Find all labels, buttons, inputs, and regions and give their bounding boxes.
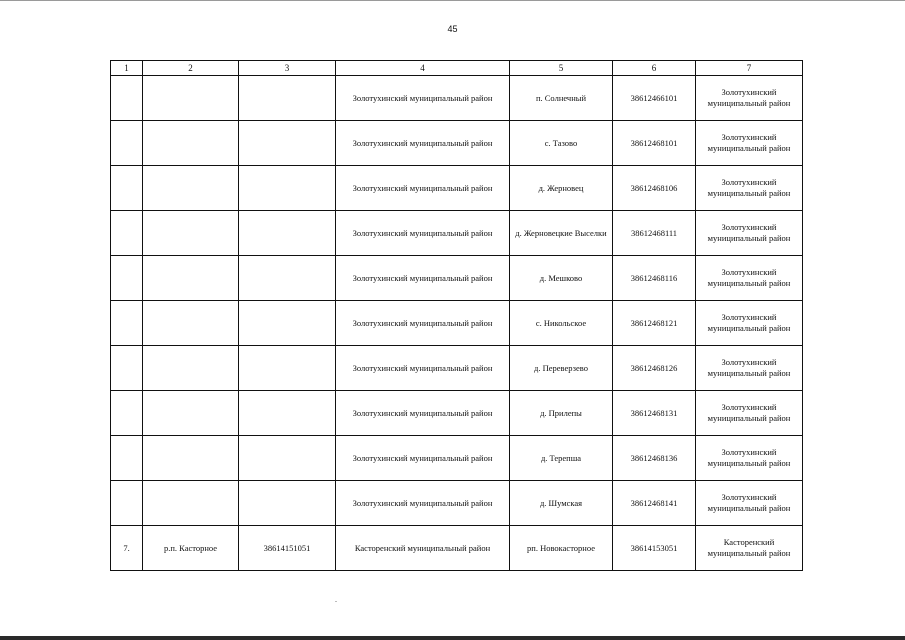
district-cell: Золотухинский муниципальный район	[336, 121, 510, 166]
oktmo-code-cell	[239, 121, 336, 166]
municipality-cell: Золотухинский муниципальный район	[696, 76, 803, 121]
table-row	[111, 211, 803, 256]
district-cell: Золотухинский муниципальный район	[336, 256, 510, 301]
table-row	[111, 436, 803, 481]
district-cell: Касторенский муниципальный район	[336, 526, 510, 571]
table-row	[111, 121, 803, 166]
district-cell: Золотухинский муниципальный район	[336, 76, 510, 121]
locality-code-cell: 38614153051	[613, 526, 696, 571]
row-number-cell	[111, 346, 143, 391]
column-header: 4	[336, 61, 510, 76]
district-cell: Золотухинский муниципальный район	[336, 391, 510, 436]
table-row	[111, 526, 803, 571]
locality-code-cell: 38612468121	[613, 301, 696, 346]
column-header: 2	[143, 61, 239, 76]
oktmo-code-cell	[239, 481, 336, 526]
oktmo-code-cell	[239, 166, 336, 211]
settlement-cell	[143, 256, 239, 301]
row-number-cell	[111, 481, 143, 526]
locality-cell: д. Жерновецкие Выселки	[510, 211, 613, 256]
municipality-cell: Золотухинский муниципальный район	[696, 346, 803, 391]
page-top-edge	[0, 0, 905, 1]
column-header: 5	[510, 61, 613, 76]
row-number-cell	[111, 76, 143, 121]
table-header-row	[111, 61, 803, 76]
settlement-cell	[143, 346, 239, 391]
locality-code-cell: 38612468111	[613, 211, 696, 256]
locality-code-cell: 38612468141	[613, 481, 696, 526]
settlement-cell	[143, 391, 239, 436]
oktmo-code-cell	[239, 346, 336, 391]
district-cell: Золотухинский муниципальный район	[336, 301, 510, 346]
oktmo-code-cell	[239, 211, 336, 256]
settlement-cell: р.п. Касторное	[143, 526, 239, 571]
locality-code-cell: 38612468136	[613, 436, 696, 481]
settlement-cell	[143, 121, 239, 166]
district-cell: Золотухинский муниципальный район	[336, 346, 510, 391]
oktmo-code-cell	[239, 256, 336, 301]
municipality-cell: Золотухинский муниципальный район	[696, 256, 803, 301]
column-header: 3	[239, 61, 336, 76]
settlement-cell	[143, 436, 239, 481]
locality-code-cell: 38612468106	[613, 166, 696, 211]
municipality-cell: Золотухинский муниципальный район	[696, 436, 803, 481]
locality-cell: д. Прилепы	[510, 391, 613, 436]
data-table	[110, 60, 803, 571]
district-cell: Золотухинский муниципальный район	[336, 481, 510, 526]
settlement-cell	[143, 166, 239, 211]
table-row	[111, 481, 803, 526]
table-row	[111, 391, 803, 436]
row-number-cell	[111, 436, 143, 481]
locality-cell: д. Переверзево	[510, 346, 613, 391]
municipality-cell: Золотухинский муниципальный район	[696, 166, 803, 211]
locality-cell: с. Тазово	[510, 121, 613, 166]
row-number-cell	[111, 211, 143, 256]
settlement-cell	[143, 301, 239, 346]
table-row	[111, 256, 803, 301]
settlement-cell	[143, 211, 239, 256]
oktmo-code-cell	[239, 301, 336, 346]
table-row	[111, 346, 803, 391]
column-header: 1	[111, 61, 143, 76]
locality-code-cell: 38612468116	[613, 256, 696, 301]
district-cell: Золотухинский муниципальный район	[336, 211, 510, 256]
locality-code-cell: 38612468131	[613, 391, 696, 436]
locality-cell: рп. Новокасторное	[510, 526, 613, 571]
page-number: 45	[447, 24, 458, 34]
locality-code-cell: 38612468126	[613, 346, 696, 391]
municipality-cell: Золотухинский муниципальный район	[696, 301, 803, 346]
settlement-cell	[143, 481, 239, 526]
row-number-cell	[111, 256, 143, 301]
municipality-cell: Золотухинский муниципальный район	[696, 391, 803, 436]
municipality-cell: Золотухинский муниципальный район	[696, 121, 803, 166]
oktmo-code-cell: 38614151051	[239, 526, 336, 571]
oktmo-code-cell	[239, 76, 336, 121]
row-number-cell: 7.	[111, 526, 143, 571]
locality-cell: с. Никольское	[510, 301, 613, 346]
row-number-cell	[111, 166, 143, 211]
district-cell: Золотухинский муниципальный район	[336, 166, 510, 211]
row-number-cell	[111, 391, 143, 436]
row-number-cell	[111, 121, 143, 166]
oktmo-code-cell	[239, 391, 336, 436]
locality-cell: д. Жерновец	[510, 166, 613, 211]
page-bottom-edge	[0, 636, 905, 640]
table-row	[111, 301, 803, 346]
district-cell: Золотухинский муниципальный район	[336, 436, 510, 481]
scan-speck	[335, 601, 337, 602]
municipality-cell: Касторенский муниципальный район	[696, 526, 803, 571]
locality-code-cell: 38612468101	[613, 121, 696, 166]
locality-code-cell: 38612466101	[613, 76, 696, 121]
column-header: 7	[696, 61, 803, 76]
column-header: 6	[613, 61, 696, 76]
table-row	[111, 166, 803, 211]
locality-cell: д. Терепша	[510, 436, 613, 481]
municipality-cell: Золотухинский муниципальный район	[696, 211, 803, 256]
settlement-cell	[143, 76, 239, 121]
table-row	[111, 76, 803, 121]
locality-cell: п. Солнечный	[510, 76, 613, 121]
municipality-cell: Золотухинский муниципальный район	[696, 481, 803, 526]
row-number-cell	[111, 301, 143, 346]
locality-cell: д. Шумская	[510, 481, 613, 526]
oktmo-code-cell	[239, 436, 336, 481]
locality-cell: д. Мешково	[510, 256, 613, 301]
